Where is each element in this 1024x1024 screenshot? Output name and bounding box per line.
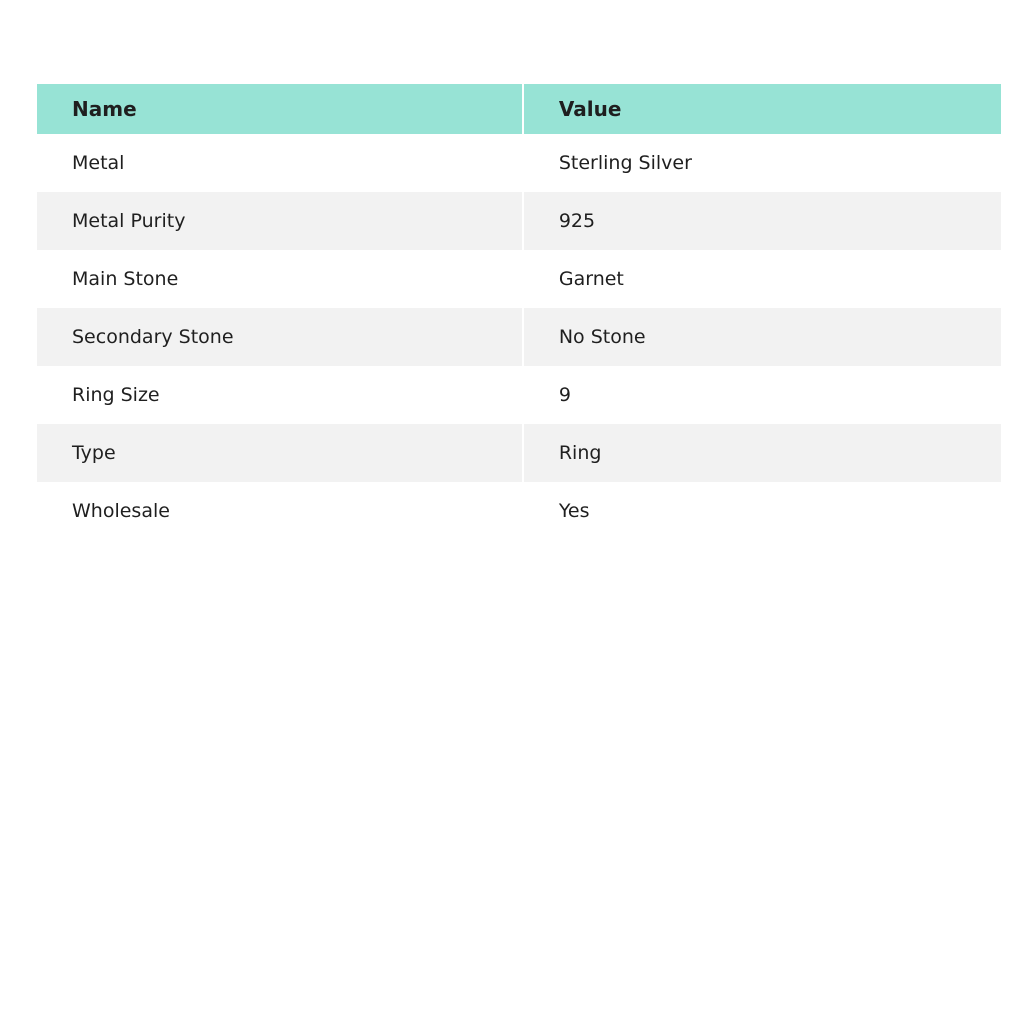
table-row [37,482,1001,540]
attribute-value: Sterling Silver [523,134,1001,192]
product-attributes-section [37,84,1001,540]
attribute-name: Secondary Stone [37,308,523,366]
attribute-name: Metal [37,134,523,192]
attributes-table-body [37,134,1001,540]
header-row [37,84,1001,134]
header-cell-value: Value [523,84,1001,134]
attribute-name: Wholesale [37,482,523,540]
attributes-table [37,84,1001,540]
attribute-value: 9 [523,366,1001,424]
attribute-value: Ring [523,424,1001,482]
attributes-table-header [37,84,1001,134]
attribute-value: No Stone [523,308,1001,366]
attribute-value: 925 [523,192,1001,250]
table-row [37,308,1001,366]
table-row [37,366,1001,424]
table-row [37,424,1001,482]
attribute-name: Main Stone [37,250,523,308]
table-row [37,250,1001,308]
table-row [37,192,1001,250]
attribute-value: Yes [523,482,1001,540]
attribute-name: Type [37,424,523,482]
attribute-name: Ring Size [37,366,523,424]
attribute-name: Metal Purity [37,192,523,250]
attribute-value: Garnet [523,250,1001,308]
table-row [37,134,1001,192]
header-cell-name: Name [37,84,523,134]
